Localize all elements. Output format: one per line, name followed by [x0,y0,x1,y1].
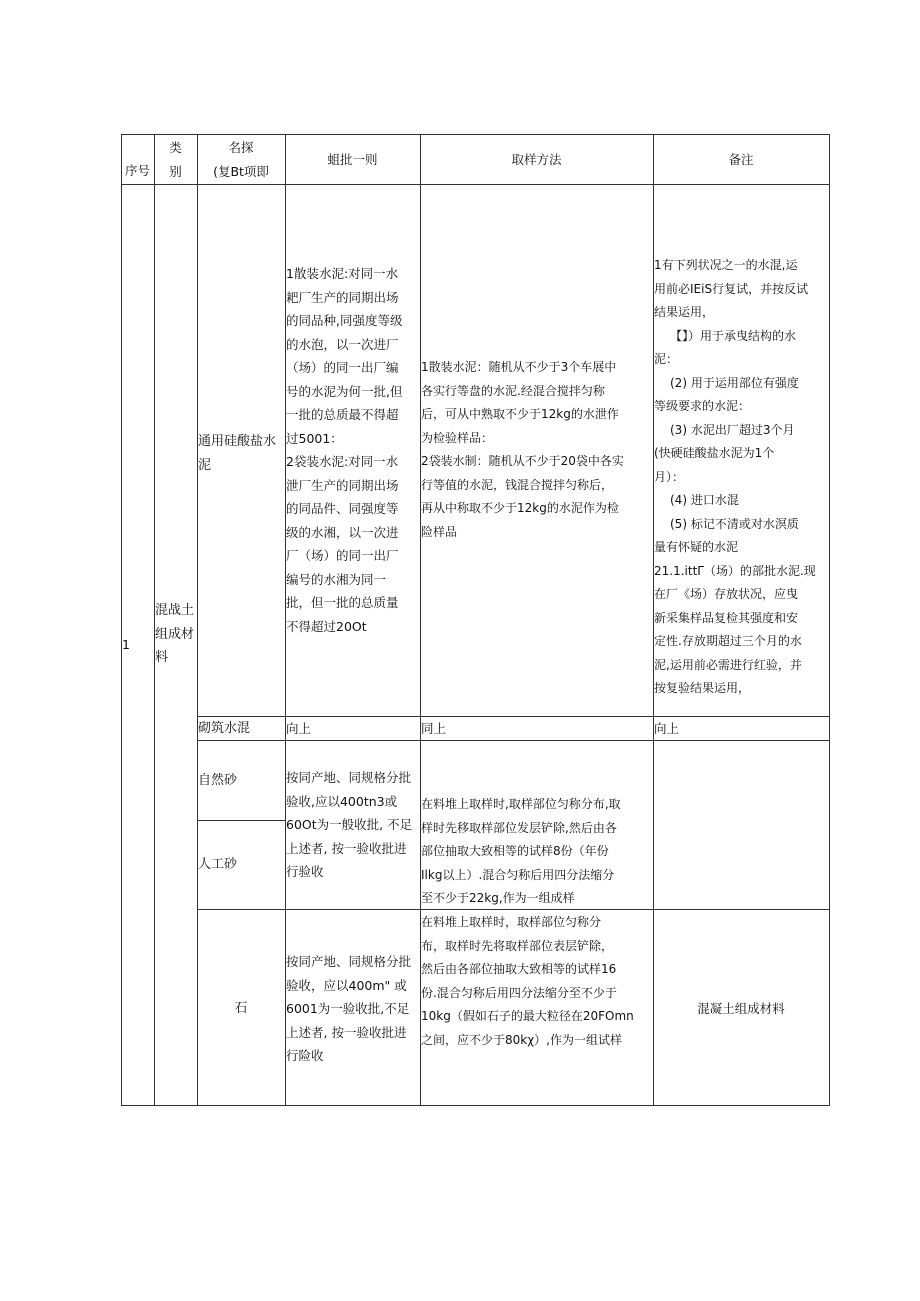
cement-method-line: 各实行等盘的水泥.经混合搅拌匀称 [421,383,605,398]
grid-line [121,134,122,1105]
header-remark: 备注 [728,152,754,167]
cement-batch-line: 耙厂生产的同期出场 [286,289,399,305]
cement-batch-line: 级的水湘，以一次进 [286,524,399,540]
cement-remark-line: 月）： [654,469,685,484]
cement-remark-line: 新采集样品复检其强度和安 [654,610,799,625]
stone-batch [286,950,420,1068]
cement-batch-line: 厂（场）的同一出厂 [286,548,399,563]
cement-batch-line: 2袋装水泥:对同一水 [286,454,399,469]
cement-method-line: 再从中称取不少于12kg的水泥作为检 [421,501,619,515]
cement-remark-line: (2) 用于运用部位有强度 [670,375,799,390]
masonry-batch: 向上 [286,721,312,736]
cement-batch-line: 编号的水湘为同一 [286,571,387,587]
cement-batch-line: 泄厂生产的同期出场 [286,477,399,493]
cement-method-line: 行等值的水泥，钱混合搅拌匀称后， [421,477,614,492]
cement-method-line: 1散装水泥：随机从不少于3个车展中 [421,360,617,374]
cement-remark-line: 泥,运用前必需进行红验，并 [654,657,802,672]
masonry-remark: 向上 [654,721,680,736]
cement-name: 通用硅酸盐水泥 [198,434,277,473]
stone-method-line: 之间，应不少于80kχ）,作为一组试样 [421,1032,622,1047]
cement-remark-line: (4) 进口水混 [670,493,739,507]
cement-remark-line: 等级要求的水泥： [654,399,751,413]
cement-batch-line: （场）的同一出厂编 [286,360,399,375]
masonry-method: 同上 [421,721,447,736]
row-seq: 1 [122,637,130,652]
cement-batch-line: 不得超过20Ot [286,618,367,634]
stone-method-line: 布，取样时先将取样部位表层铲除， [421,938,614,953]
header-category-line: 别 [169,164,182,179]
cement-remark-line: 量有怀疑的水泥 [654,540,739,554]
cement-remark-line: (快硬硅酸盐水泥为1个 [654,446,775,460]
cement-batch-line: 的水泡，以一次进厂 [286,336,399,352]
stone-remark: 混凝土组成材料 [697,1001,785,1016]
cement-batch-line: 一批的总质最不得超 [286,407,399,422]
cement-remark-line: 【】）用于承曳结构的水 [670,328,797,343]
stone-method [421,911,653,1052]
grid-line [121,134,830,135]
header-name-line: (复Bt项即 [213,164,269,179]
cement-method-line: 为检验样品： [421,430,494,445]
cement-remark-line: (3) 水泥出厂超过3个月 [670,422,795,437]
header-name [197,136,285,184]
stone-name: 石 [234,1001,248,1016]
stone-method-line: 份.混合匀称后用四分法缩分至不少于 [421,985,617,1000]
header-batch: 蛆批一则 [327,152,378,167]
cement-remark-line: 定性.存放期超过三个月的水 [654,634,802,648]
cement-batch-line: 1散装水泥:对同一水 [286,266,399,281]
cement-batch-line: 批，但一批的总质量 [286,595,399,610]
cement-remark-line: 按复验结果运用， [654,681,751,695]
cement-remark [654,254,829,701]
stone-method-line: 在料堆上取样时，取样部位匀称分 [421,915,602,929]
stone-batch-line: 6001为一验收批,不足 [286,1001,410,1016]
row-category: 混战土组成材料 [155,603,195,665]
header-category-line: 类 [169,140,182,155]
cement-batch-line: 的同品件、同强度等 [286,501,399,516]
stone-batch-line: 验收，应以400m" 或 [286,977,407,993]
sand-method [421,793,653,911]
cement-remark-line: 在厂《场）存放状况，应曳 [654,587,799,601]
stone-batch-line: 上述者, 按一验收批进 [286,1024,407,1040]
header-method: 取样方法 [511,152,562,167]
cement-method-line: 2袋装水制：随机从不少于20袋中各实 [421,454,624,468]
sand-method-line: 至不少于22kg,作为一组成样 [421,891,575,905]
sand-batch [286,766,420,884]
header-category [154,136,197,184]
sand-natural-name: 自然砂 [198,773,238,788]
stone-batch-line: 按同产地、同规格分批 [286,954,412,969]
stone-method-line: 10kg（假如石子的最大粒径在20FOmn [421,1009,634,1023]
sand-method-line: Ilkg以上）.混合匀称后用四分法缩分 [421,867,615,882]
sand-batch-line: 上述者, 按一验收批进 [286,840,407,856]
cement-remark-line: 用前必IEiS行复试，并按反试 [654,281,809,296]
sand-method-line: 在料堆上取样时,取样部位匀称分布,取 [421,797,621,811]
cement-remark-line: 21.1.ittΓ（场）的部批水泥.现 [654,563,816,578]
cement-remark-line: 泥： [654,352,679,366]
header-name-line: 名探 [228,140,254,155]
grid-line [197,820,285,821]
cement-batch-line: 过5001： [286,430,343,446]
cement-batch [286,262,420,638]
cement-remark-line: 结果运用， [654,305,715,319]
sand-batch-line: 60Ot为一般收批, 不足 [286,817,413,832]
cement-remark-line: (5) 标记不清或对水溟质 [670,516,799,531]
cement-method-line: 险样品 [421,524,458,539]
grid-line [197,134,198,1105]
sand-method-line: 样时先移取样部位发层铲除,然后由各 [421,820,617,835]
sand-batch-line: 验收,应以400tn3或 [286,793,398,809]
sand-batch-line: 行验收 [286,864,324,879]
cement-batch-line: 号的水泥为何一批,但 [286,383,403,399]
cement-batch-line: 的同品种,同强度等级 [286,313,403,328]
masonry-name: 砌筑水混 [198,721,251,736]
header-seq: 序号 [124,163,150,178]
grid-line [121,1105,830,1106]
stone-method-line: 然后由各部位抽取大致相等的试样16 [421,962,617,976]
cement-remark-line: 1有下列状况之一的水混,运 [654,258,798,272]
grid-line [121,184,830,185]
grid-line [829,134,830,1105]
sand-batch-line: 按同产地、同规格分批 [286,770,412,785]
stone-batch-line: 行险收 [286,1048,324,1063]
sand-method-line: 部位抽取大致相等的试样8份（年份 [421,844,609,858]
cement-method-line: 后，可从中熟取不少于12kg的水泄作 [421,407,619,421]
sand-artificial-name: 人工砂 [198,857,238,872]
cement-method [421,356,653,544]
